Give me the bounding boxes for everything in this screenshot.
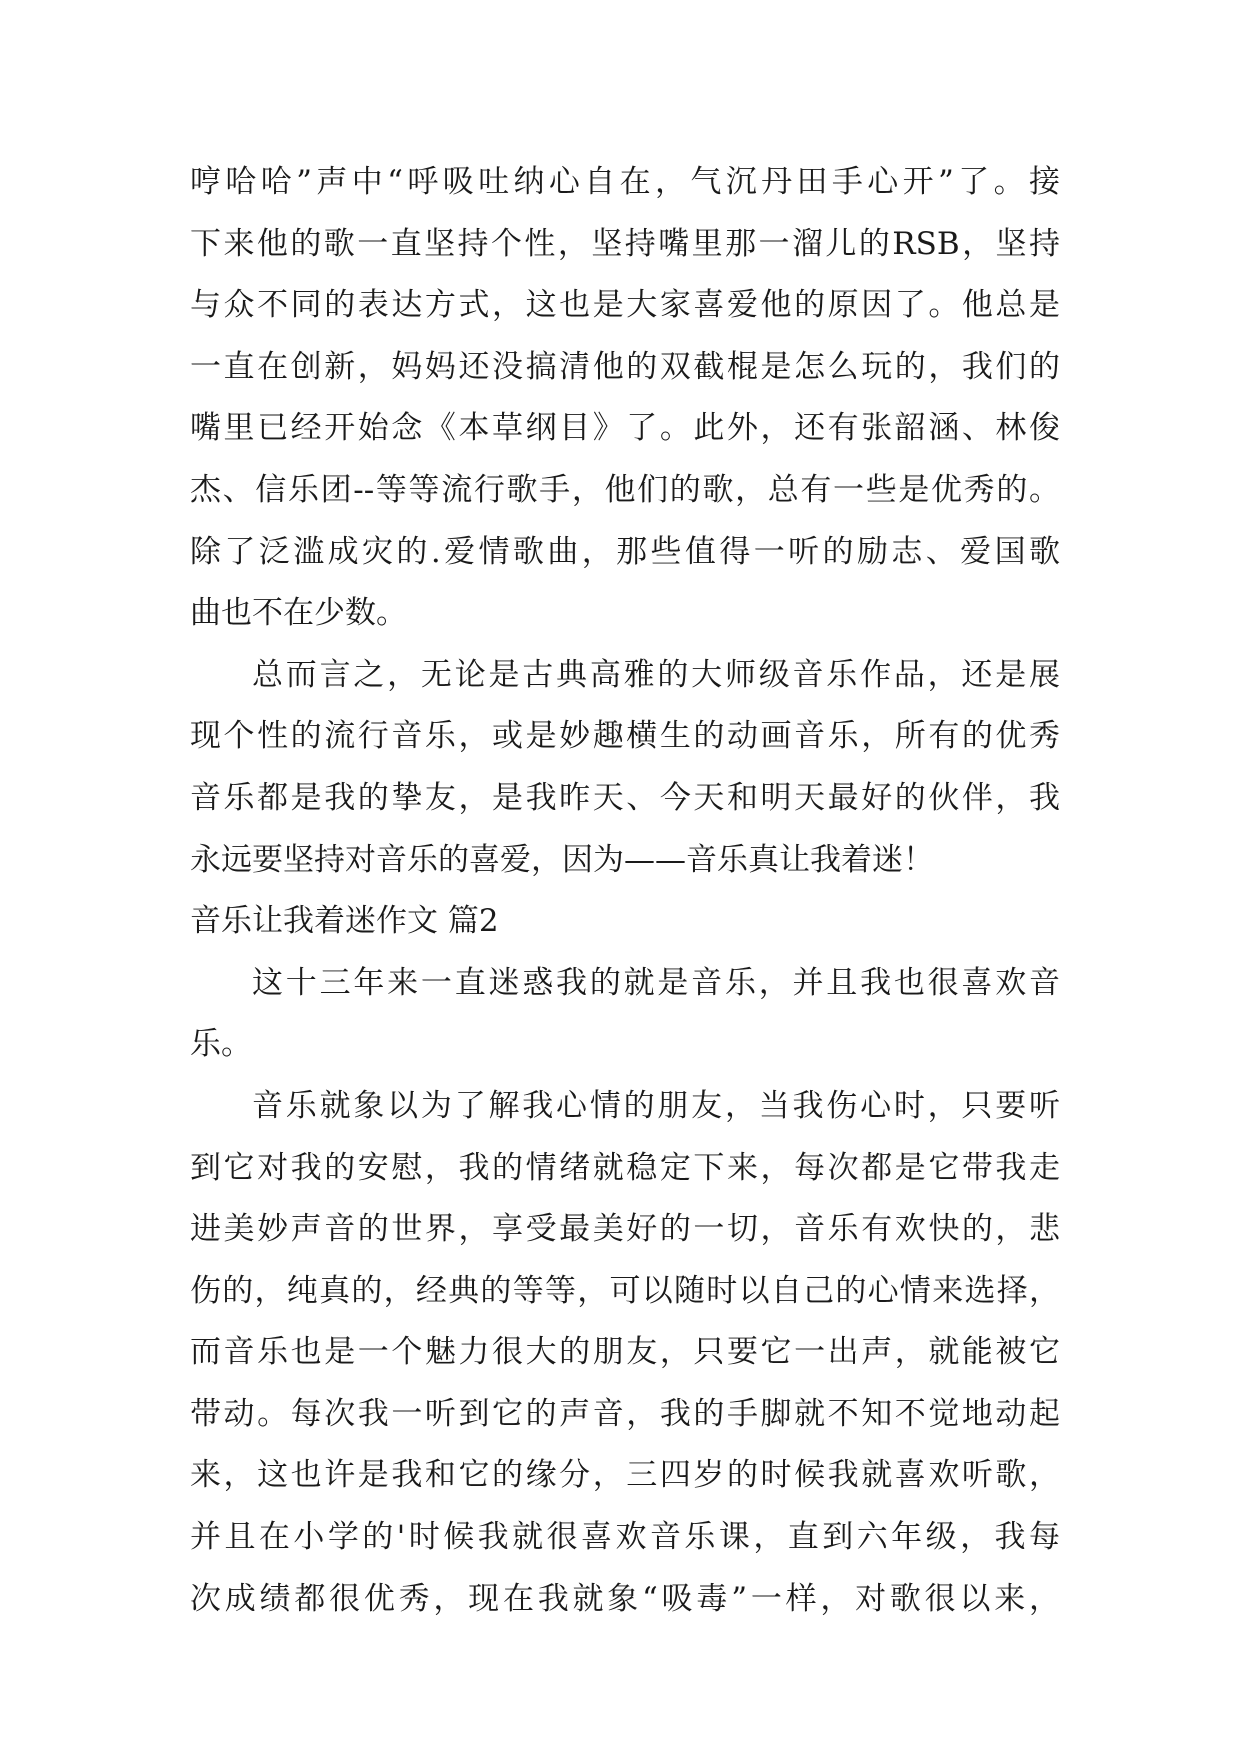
- text-line: 杰、信乐团--等等流行歌手，他们的歌，总有一些是优秀的。: [190, 471, 1060, 508]
- text-line: 次成绩都很优秀，现在我就象“吸毒”一样，对歌很以来，: [190, 1580, 1060, 1617]
- text-line: 乐。: [190, 1026, 252, 1063]
- text-line: 一直在创新，妈妈还没搞清他的双截棍是怎么玩的，我们的: [190, 348, 1060, 385]
- text-line: 与众不同的表达方式，这也是大家喜爱他的原因了。他总是: [190, 287, 1060, 324]
- text-line: 现个性的流行音乐，或是妙趣横生的动画音乐，所有的优秀: [190, 718, 1060, 755]
- section-heading: 音乐让我着迷作文 篇2: [190, 903, 499, 940]
- text-line: 哼哈哈”声中“呼吸吐纳心自在，气沉丹田手心开”了。接: [190, 164, 1060, 200]
- text-line: 到它对我的安慰，我的情绪就稳定下来，每次都是它带我走: [190, 1149, 1060, 1186]
- text-line: 而音乐也是一个魅力很大的朋友，只要它一出声，就能被它: [190, 1334, 1060, 1371]
- text-line: 除了泛滥成灾的.爱情歌曲，那些值得一听的励志、爱国歌: [190, 533, 1060, 570]
- text-line: 下来他的歌一直坚持个性，坚持嘴里那一溜儿的RSB，坚持: [190, 225, 1060, 262]
- text-line: 进美妙声音的世界，享受最美好的一切，音乐有欢快的，悲: [190, 1211, 1060, 1248]
- text-line: 曲也不在少数。: [190, 595, 407, 632]
- text-line: 嘴里已经开始念《本草纲目》了。此外，还有张韶涵、林俊: [190, 410, 1060, 447]
- text-line: 总而言之，无论是古典高雅的大师级音乐作品，还是展: [252, 656, 1060, 693]
- paragraph: [190, 1076, 1060, 1630]
- text-line: 带动。每次我一听到它的声音，我的手脚就不知不觉地动起: [190, 1395, 1060, 1432]
- paragraph: [190, 152, 1060, 645]
- text-line: 音乐就象以为了解我心情的朋友，当我伤心时，只要听: [252, 1087, 1060, 1124]
- paragraph: [190, 953, 1060, 1076]
- paragraph: [190, 645, 1060, 891]
- text-line: 伤的，纯真的，经典的等等，可以随时以自己的心情来选择，: [190, 1272, 1060, 1309]
- text-line: 永远要坚持对音乐的喜爱，因为——音乐真让我着迷！: [190, 841, 934, 878]
- text-line: 来，这也许是我和它的缘分，三四岁的时候我就喜欢听歌，: [190, 1457, 1060, 1494]
- text-line: 这十三年来一直迷惑我的就是音乐，并且我也很喜欢音: [252, 964, 1060, 1001]
- text-line: 并且在小学的'时候我就很喜欢音乐课，直到六年级，我每: [190, 1519, 1060, 1556]
- text-line: 音乐都是我的挚友，是我昨天、今天和明天最好的伙伴，我: [190, 779, 1060, 816]
- document-page: [190, 152, 1060, 1630]
